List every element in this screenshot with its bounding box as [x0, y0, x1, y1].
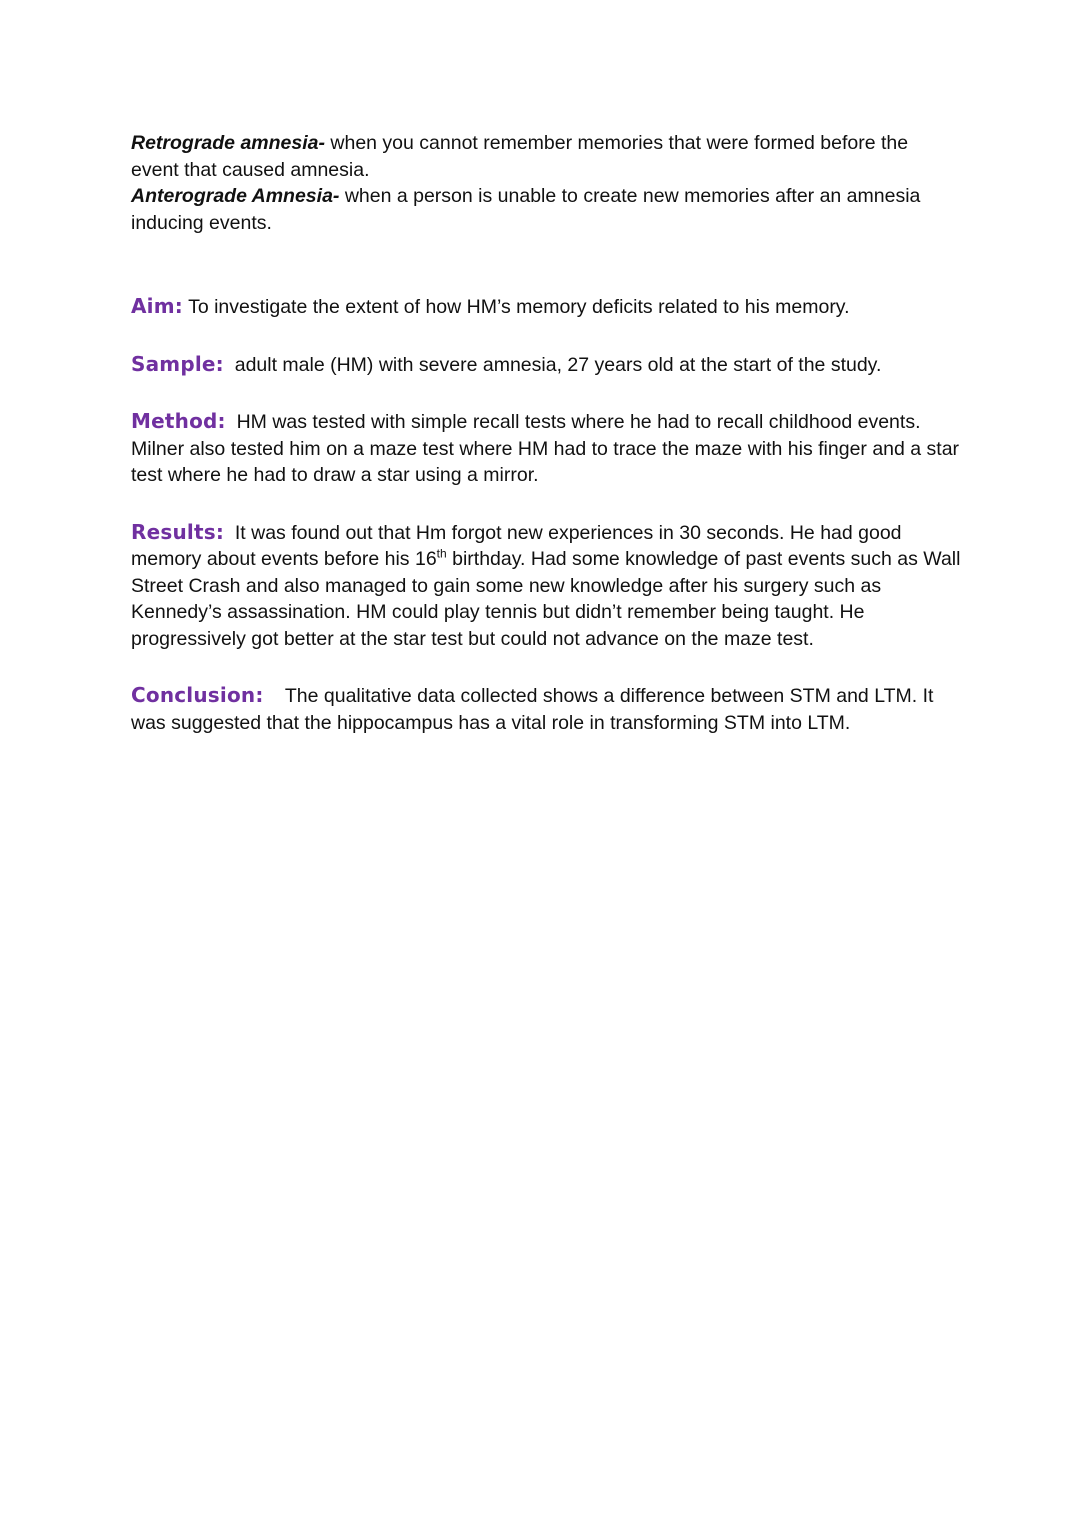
section-conclusion	[131, 682, 961, 736]
section-text-conclusion: The qualitative data collected shows a difference between STM and LTM. It was suggested that the hippocampus has a vital role in transforming STM into LTM.	[131, 685, 934, 734]
section-heading-method: Method:	[131, 409, 226, 433]
section-sample	[131, 351, 961, 379]
section-heading-results: Results:	[131, 519, 225, 544]
section-text-method: HM was tested with simple recall tests where he had to recall childhood events. Milner also tested him on a maze test where HM had to trace the maze with his finger and a star test where he had to draw a star using a mirror.	[131, 411, 960, 486]
section-results	[131, 519, 961, 653]
section-text-results-continued: birthday. Had some knowledge of past events such as Wall Street Crash and also managed to gain some new knowledge after his surgery such as Kennedy’s assassination. HM could play tennis but didn’t remember being taught. He progressively got better at the star test but could not advance on the maze test.	[131, 548, 961, 650]
section-method	[131, 408, 961, 489]
section-text-results: It was found out that Hm forgot new experiences in 30 seconds. He had good memory about events before his 16	[131, 521, 902, 570]
definition-term: Retrograde amnesia-	[131, 132, 325, 154]
section-heading-aim: Aim:	[131, 294, 183, 318]
section-heading-conclusion: Conclusion:	[131, 683, 264, 707]
definition-retrograde	[131, 130, 961, 183]
definition-term: Anterograde Amnesia-	[131, 185, 340, 207]
definition-text: when you cannot remember memories that were formed before the event that caused amnesia.	[131, 132, 909, 181]
section-text-sample: adult male (HM) with severe amnesia, 27 years old at the start of the study.	[234, 353, 882, 376]
section-text-aim: To investigate the extent of how HM’s memory deficits related to his memory.	[188, 296, 850, 318]
document-page	[131, 130, 961, 736]
section-aim	[131, 293, 961, 321]
definition-anterograde	[131, 183, 961, 236]
section-heading-sample: Sample:	[131, 351, 224, 376]
definition-text: when a person is unable to create new memories after an amnesia inducing events.	[131, 185, 921, 234]
superscript-ordinal: th	[436, 546, 447, 561]
definitions-block	[131, 130, 961, 236]
